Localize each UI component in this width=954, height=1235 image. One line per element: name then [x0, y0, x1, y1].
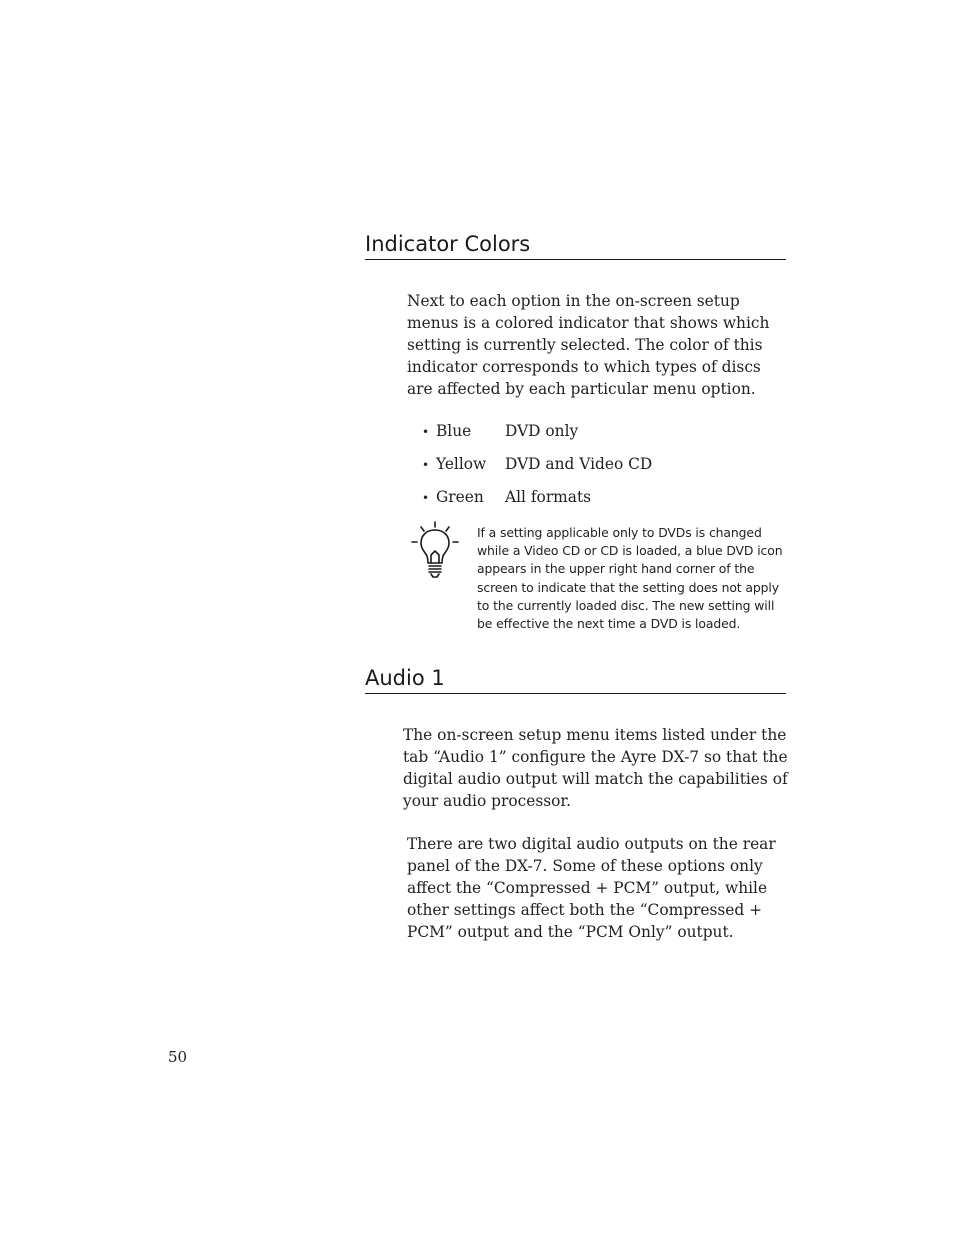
list-item	[422, 420, 652, 453]
page-number: 50	[168, 1048, 188, 1066]
bullet-term: Yellow	[436, 455, 487, 473]
audio-1-paragraph-1: The on-screen setup menu items listed under the tab “Audio 1” configure the Ayre DX-7 so that the digital audio output will match the capabilities of your audio processor.	[403, 726, 788, 810]
tip-note: If a setting applicable only to DVDs is changed while a Video CD or CD is loaded, a blue DVD icon appears in the upper right hand corner of the screen to indicate that the setting does not apply to the currently loaded disc. The new setting will be effective the next time a DVD is loaded.	[477, 525, 783, 632]
bullet-term: Blue	[436, 422, 472, 440]
bullet-description: All formats	[505, 488, 592, 506]
indicator-colors-paragraph: Next to each option in the on-screen setup menus is a colored indicator that shows which setting is currently selected. The color of this indicator corresponds to which types of discs are affected by each particular menu option.	[407, 292, 770, 398]
bullet-description: DVD only	[505, 422, 579, 440]
lightbulb-icon	[410, 521, 460, 581]
bullet-icon: •	[422, 491, 430, 505]
bullet-description: DVD and Video CD	[505, 455, 653, 473]
list-item	[422, 453, 652, 486]
audio-1-paragraph-2: There are two digital audio outputs on the rear panel of the DX-7. Some of these options only affect the “Compressed + PCM” output, while other settings affect both the “Compressed + PCM” output and the “PCM Only” output.	[407, 835, 776, 941]
section-heading-indicator-colors: Indicator Colors	[365, 232, 786, 260]
color-bullet-list	[422, 420, 652, 519]
section-heading-audio-1: Audio 1	[365, 666, 786, 694]
bullet-term: Green	[436, 488, 484, 506]
bullet-icon: •	[422, 425, 430, 439]
bullet-icon: •	[422, 458, 430, 472]
list-item	[422, 486, 652, 519]
